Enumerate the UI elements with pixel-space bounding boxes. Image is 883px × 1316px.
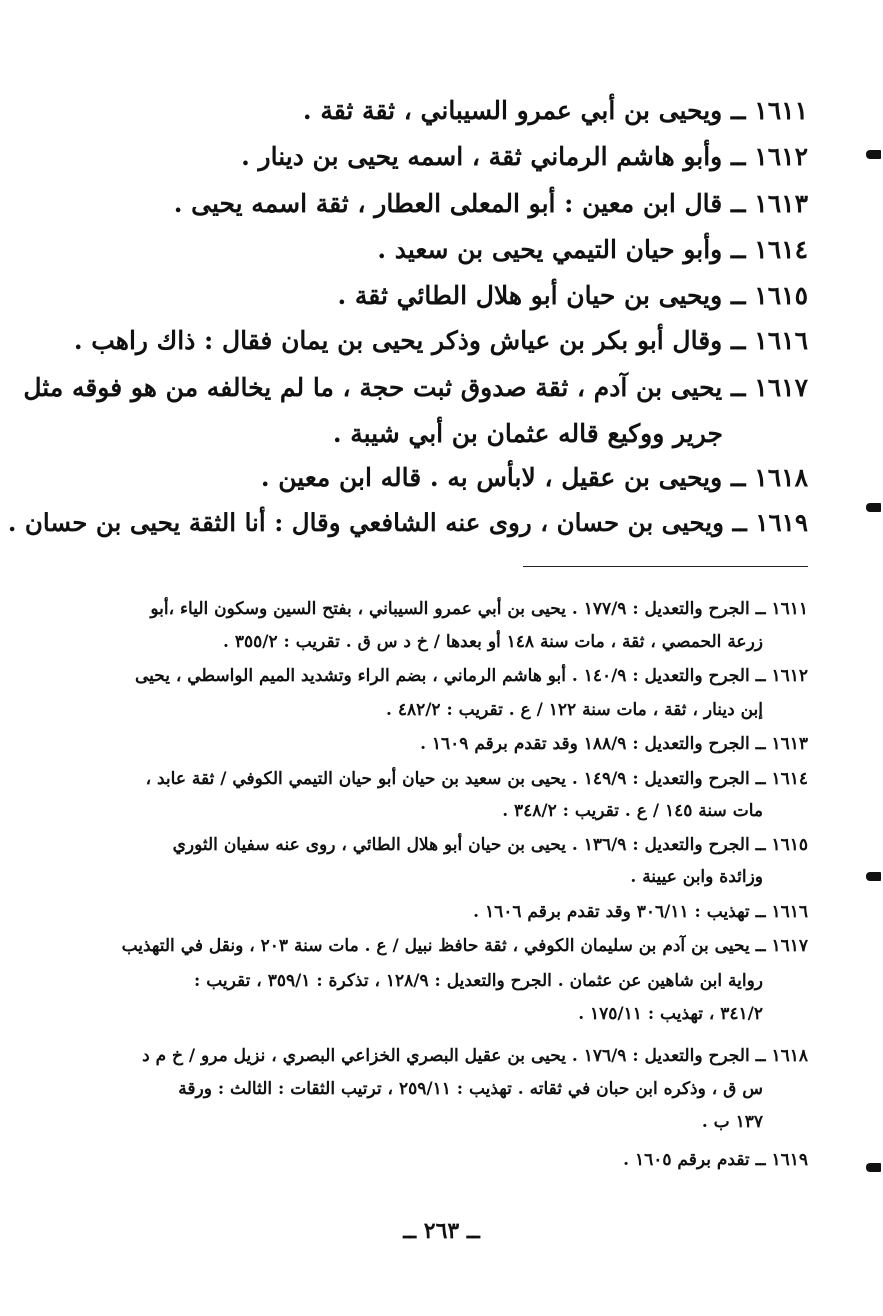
margin-mark	[866, 1163, 881, 1172]
footnote-1611-continuation: زرعة الحمصي ، ثقة ، مات سنة ١٤٨ أو بعدها / خ د س ق . تقريب : ٣٥٥/٢ .	[223, 632, 763, 652]
footnote-1619: ١٦١٩ ــ تقدم برقم ١٦٠٥ .	[623, 1150, 808, 1170]
footnote-1617-continuation-2: ٣٤١/٢ ، تهذيب : ١٧٥/١١ .	[578, 1004, 763, 1024]
margin-mark	[866, 503, 881, 512]
footnote-1612: ١٦١٢ ــ الجرح والتعديل : ١٤٠/٩ . أبو هاشم الرماني ، بضم الراء وتشديد الميم الواسطي ، يحيى	[134, 666, 808, 686]
entry-1617-continuation: جرير ووكيع قاله عثمان بن أبي شيبة .	[332, 419, 723, 448]
footnote-1611: ١٦١١ ــ الجرح والتعديل : ١٧٧/٩ . يحيى بن أبي عمرو السيباني ، بفتح السين وسكون الياء ،أبو	[150, 599, 808, 619]
entry-1617: ١٦١٧ ــ يحيى بن آدم ، ثقة صدوق ثبت حجة ، ما لم يخالفه من هو فوقه مثل	[23, 373, 808, 402]
margin-mark	[866, 872, 881, 881]
entry-1616: ١٦١٦ ــ وقال أبو بكر بن عياش وذكر يحيى بن يمان فقال : ذاك راهب .	[73, 326, 808, 355]
footnote-1614: ١٦١٤ ــ الجرح والتعديل : ١٤٩/٩ . يحيى بن سعيد بن حيان أبو حيان التيمي الكوفي / ثقة عابد ،	[145, 769, 808, 789]
footnote-separator	[523, 566, 808, 567]
margin-mark	[866, 150, 881, 159]
footnote-1618-continuation-1: س ق ، وذكره ابن حبان في ثقاته . تهذيب : ٢٥٩/١١ ، ترتيب الثقات : الثالث : ورقة	[178, 1079, 763, 1099]
footnote-1614-continuation: مات سنة ١٤٥ / ع . تقريب : ٣٤٨/٢ .	[502, 801, 763, 821]
entry-1611: ١٦١١ ــ ويحيى بن أبي عمرو السيباني ، ثقة ثقة .	[302, 96, 808, 125]
footnote-1617: ١٦١٧ ــ يحيى بن آدم بن سليمان الكوفي ، ثقة حافظ نبيل / ع . مات سنة ٢٠٣ ، ونقل في التهذيب	[121, 936, 808, 956]
footnote-1617-continuation-1: رواية ابن شاهين عن عثمان . الجرح والتعديل : ١٢٨/٩ ، تذكرة : ٣٥٩/١ ، تقريب :	[194, 971, 763, 991]
footnote-1618: ١٦١٨ ــ الجرح والتعديل : ١٧٦/٩ . يحيى بن عقيل البصري الخزاعي البصري ، نزيل مرو / خ م د	[142, 1046, 808, 1066]
footnote-1612-continuation: إبن دينار ، ثقة ، مات سنة ١٢٢ / ع . تقريب : ٤٨٢/٢ .	[385, 700, 763, 720]
entry-1619: ١٦١٩ ــ ويحيى بن حسان ، روى عنه الشافعي وقال : أنا الثقة يحيى بن حسان .	[7, 508, 808, 537]
entry-1613: ١٦١٣ ــ قال ابن معين : أبو المعلى العطار ، ثقة اسمه يحيى .	[173, 189, 808, 218]
entry-1618: ١٦١٨ ــ ويحيى بن عقيل ، لابأس به . قاله ابن معين .	[260, 463, 808, 492]
page-number: ــ ٢٦٣ ــ	[403, 1218, 480, 1244]
footnote-1615: ١٦١٥ ــ الجرح والتعديل : ١٣٦/٩ . يحيى بن حيان أبو هلال الطائي ، روى عنه سفيان الثوري	[172, 835, 808, 855]
footnote-1618-continuation-2: ١٣٧ ب .	[701, 1112, 763, 1132]
footnote-1613: ١٦١٣ ــ الجرح والتعديل : ١٨٨/٩ وقد تقدم برقم ١٦٠٩ .	[420, 734, 808, 754]
footnote-1616: ١٦١٦ ــ تهذيب : ٣٠٦/١١ وقد تقدم برقم ١٦٠٦ .	[473, 902, 808, 922]
entry-1614: ١٦١٤ ــ وأبو حيان التيمي يحيى بن سعيد .	[377, 235, 808, 264]
footnote-1615-continuation: وزائدة وابن عيينة .	[630, 867, 763, 887]
entry-1615: ١٦١٥ ــ ويحيى بن حيان أبو هلال الطائي ثقة .	[337, 281, 808, 310]
entry-1612: ١٦١٢ ــ وأبو هاشم الرماني ثقة ، اسمه يحيى بن دينار .	[241, 142, 808, 171]
